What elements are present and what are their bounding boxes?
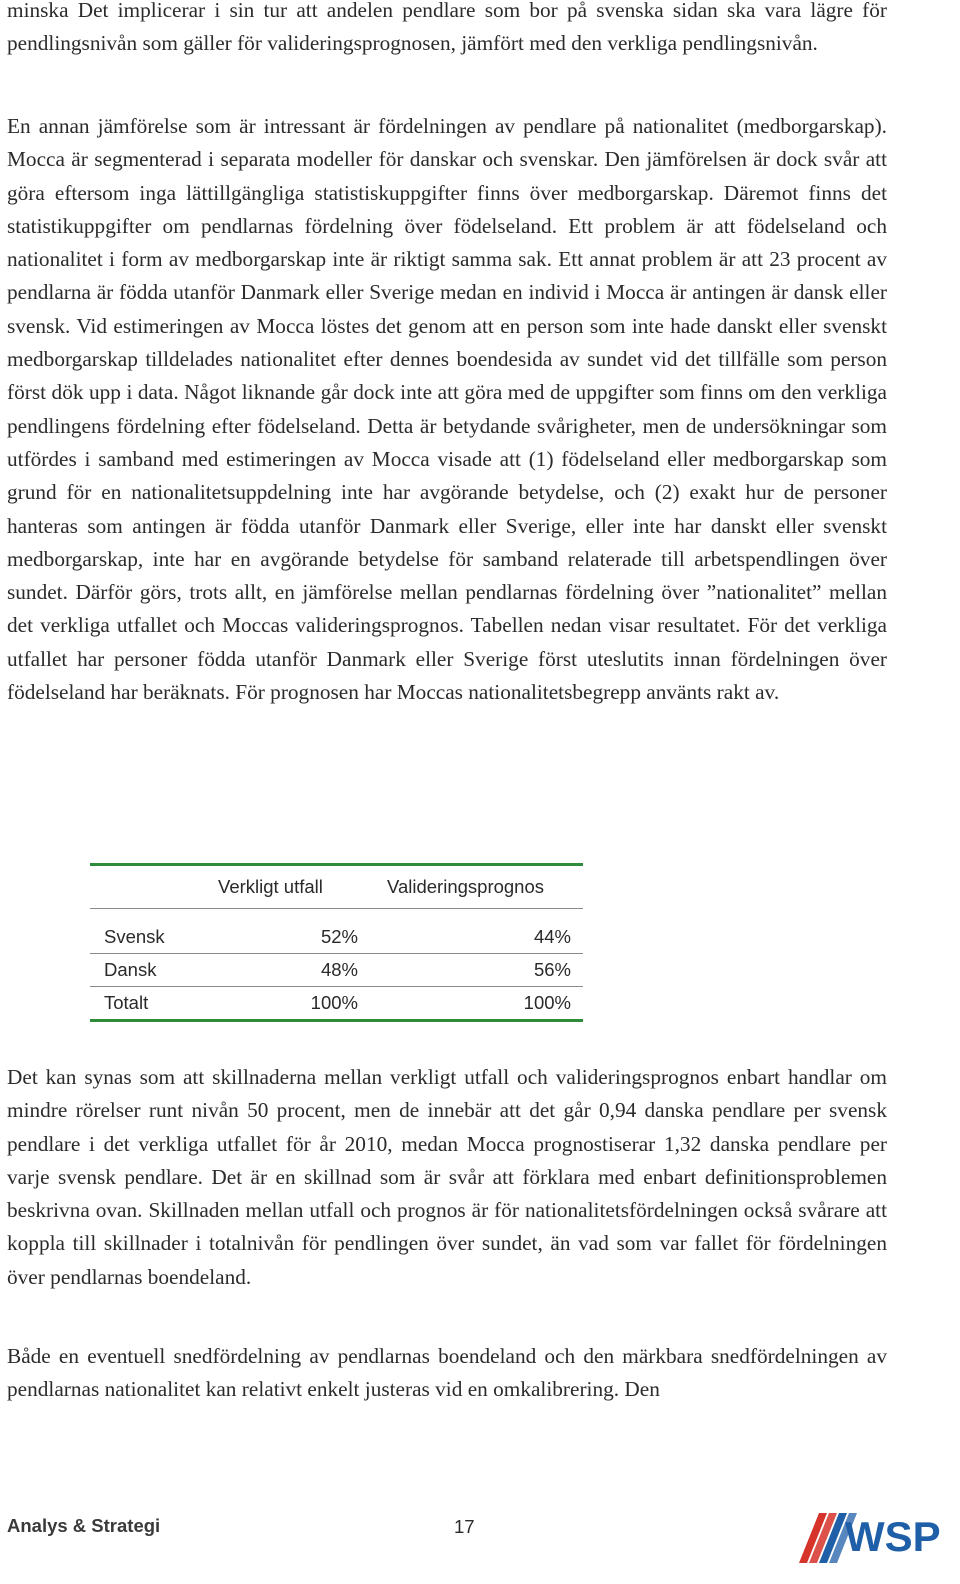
cell-prognos-dansk: 56% [378,954,583,987]
paragraph-discussion: Det kan synas som att skillnaderna mellan verkligt utfall och valideringsprognos enbart handlar om mindre rörelser runt nivån 50 procent, men de innebär att det går 0,94 danska pendlare per svensk pendlare i det verkliga utfallet för år 2010, medan Mocca prognostiserar 1,32 danska pendlare per varje svensk pendlare. Det är en skillnad som är svår att förklara med enbart definitionsproblemen beskrivna ovan. Skillnaden mellan utfall och prognos är för nationalitetsfördelningen också svårare att koppla till skillnader i totalnivån för pendlingen över sundet, än vad som var fallet för fördelningen över pendlarnas boendeland. [7,1065,887,1289]
cell-prognos-svensk: 44% [378,921,583,954]
cell-verkligt-dansk: 48% [208,954,378,987]
page-number: 17 [454,1516,475,1537]
table-row [90,954,583,987]
nationality-table [90,863,583,1022]
paragraph-nationality: En annan jämförelse som är intressant är fördelningen av pendlare på nationalitet (medborgarskap). Mocca är segmenterad i separata modeller för danskar och svenskar. Den jämförelsen är dock svår att göra eftersom inga lättillgängliga statistiskuppgifter finns över medborgarskap. Däremot finns det statistikuppgifter om pendlarnas fördelning över födelseland. Ett problem är att födelseland och nationalitet i form av medborgarskap inte är riktigt samma sak. Ett annat problem är att 23 procent av pendlarna är födda utanför Danmark eller Sverige medan en individ i Mocca är antingen är dansk eller svensk. Vid estimeringen av Mocca löstes det genom att en person som inte hade danskt eller svenskt medborgarskap tilldelades nationalitet efter dennes boendesida av sundet vid det tillfälle som person först dök upp i data. Något liknande går dock inte att göra med de uppgifter som finns om den verkliga pendlingens fördelning efter födelseland. Detta är betydande svårigheter, men de undersökningar som utfördes i samband med estimeringen av Mocca visade att (1) födelseland eller medborgarskap som grund för en nationalitetsuppdelning inte har avgörande betydelse, och (2) exakt hur de personer hanteras som antingen är födda utanför Danmark eller Sverige, eller inte har danskt eller svenskt medborgarskap, inte har en avgörande betydelse för samband relaterade till arbetspendlingen över sundet. Därför görs, trots allt, en jämförelse mellan pendlarnas fördelning över ”nationalitet” mellan det verkliga utfallet och Moccas valideringsprognos. Tabellen nedan visar resultatet. För det verkliga utfallet har personer födda utanför Danmark eller Sverige först uteslutits innan fördelningen över födelseland har beräknats. För prognosen har Moccas nationalitetsbegrepp använts rakt av. [7,114,887,705]
logo-text: WSP [845,1513,941,1560]
table-header-row [90,865,583,909]
wsp-logo-icon [797,1505,953,1567]
paragraph-top: minska Det implicerar i sin tur att andelen pendlare som bor på svenska sidan ska vara lägre för pendlingsnivån som gäller för valideringsprognosen, jämfört med den verkliga pendlingsnivån. [7,0,887,56]
table-header-prognos: Valideringsprognos [378,865,583,909]
table-row [90,921,583,954]
cell-verkligt-svensk: 52% [208,921,378,954]
cell-prognos-totalt: 100% [523,992,571,1013]
row-label-dansk: Dansk [90,954,208,987]
row-label-totalt: Totalt [104,992,149,1013]
table-spacer [90,909,583,922]
row-label-svensk: Svensk [90,921,208,954]
table-header-empty [90,865,208,909]
table-header-verkligt: Verkligt utfall [208,865,378,909]
cell-verkligt-totalt: 100% [310,992,358,1013]
wsp-logo [797,1505,953,1567]
footer-section-title: Analys & Strategi [7,1515,161,1536]
table-row-total [90,987,583,1021]
paragraph-calibration: Både en eventuell snedfördelning av pendlarnas boendeland och den märkbara snedfördelningen av pendlarnas nationalitet kan relativt enkelt justeras vid en omkalibrering. Den [7,1344,887,1402]
